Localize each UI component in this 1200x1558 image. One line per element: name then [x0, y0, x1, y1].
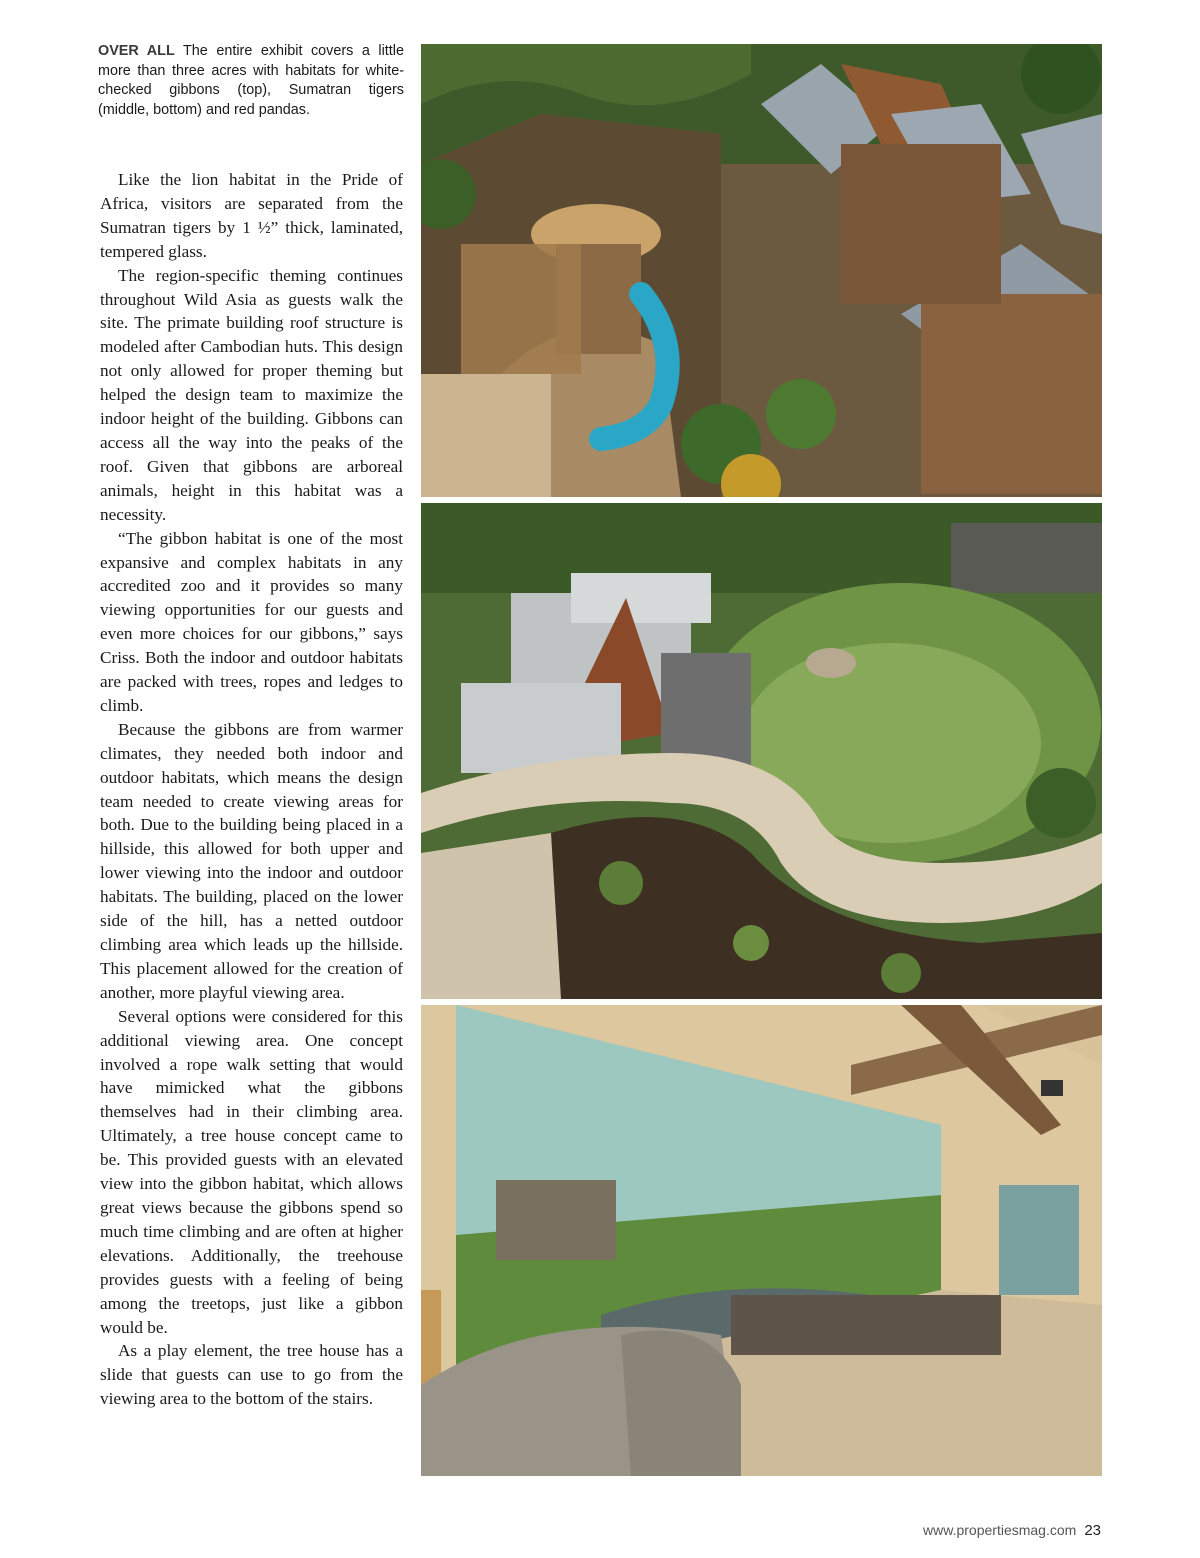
paragraph: Because the gibbons are from warmer climates, they needed both indoor and outdoor habitats, which means the design team needed to create viewing areas for both. Due to the building being placed in a hillside, this allowed for both upper and lower viewing into the indoor and outdoor habitats. The building, placed on the lower side of the hill, has a netted outdoor climbing area which leads up the hillside. This placement allowed for the creation of another, more playful viewing area. — [100, 719, 403, 1002]
caption-lead: OVER ALL — [98, 43, 175, 59]
paragraph: “The gibbon habitat is one of the most expansive and complex habitats in any accredited zoo and it provides so many viewing opportunities for our guests and even more choices for our gibbons,” says Criss. Both the indoor and outdoor habitats are packed with trees, ropes and ledges to climb. — [100, 528, 403, 715]
paragraph: Like the lion habitat in the Pride of Africa, visitors are separated from the Sumatran tigers by 1 ½” thick, laminated, tempered glass. — [100, 170, 403, 261]
paragraph: The region-specific theming continues throughout Wild Asia as guests walk the site. The primate building roof structure is modeled after Cambodian huts. This design not only allowed for proper theming but helped the design team to maximize the indoor height of the building. Gibbons can access all the way into the peaks of the roof. Given that gibbons are arboreal animals, height in this habitat was a necessity. — [100, 265, 403, 524]
article-body — [100, 168, 403, 1411]
page-footer — [923, 1522, 1101, 1539]
paragraph: As a play element, the tree house has a slide that guests can use to go from the viewing area to the bottom of the stairs. — [100, 1341, 403, 1409]
paragraph: Several options were considered for this additional viewing area. One concept involved a rope walk setting that would have mimicked what the gibbons themselves had in their climbing area. Ultimately, a tree house concept came to be. This provided guests with an elevated view into the gibbon habitat, which allows great views because the gibbons spend so much time climbing and are often at higher elevations. Additionally, the treehouse provides guests with a feeling of being among the treetops, just like a gibbon would be. — [100, 1006, 403, 1337]
page-number: 23 — [1084, 1522, 1101, 1539]
tiger-viewing-window-photo — [421, 1005, 1102, 1476]
photo-caption — [98, 42, 404, 120]
website-url: www.propertiesmag.com — [923, 1522, 1077, 1538]
caption-text: The entire exhibit covers a little more than three acres with habitats for white-checked gibbons (top), Sumatran tigers (middle, bottom) and red pandas. — [98, 43, 404, 118]
gibbon-habitat-photo — [421, 44, 1102, 497]
tiger-habitat-aerial-photo — [421, 503, 1102, 999]
